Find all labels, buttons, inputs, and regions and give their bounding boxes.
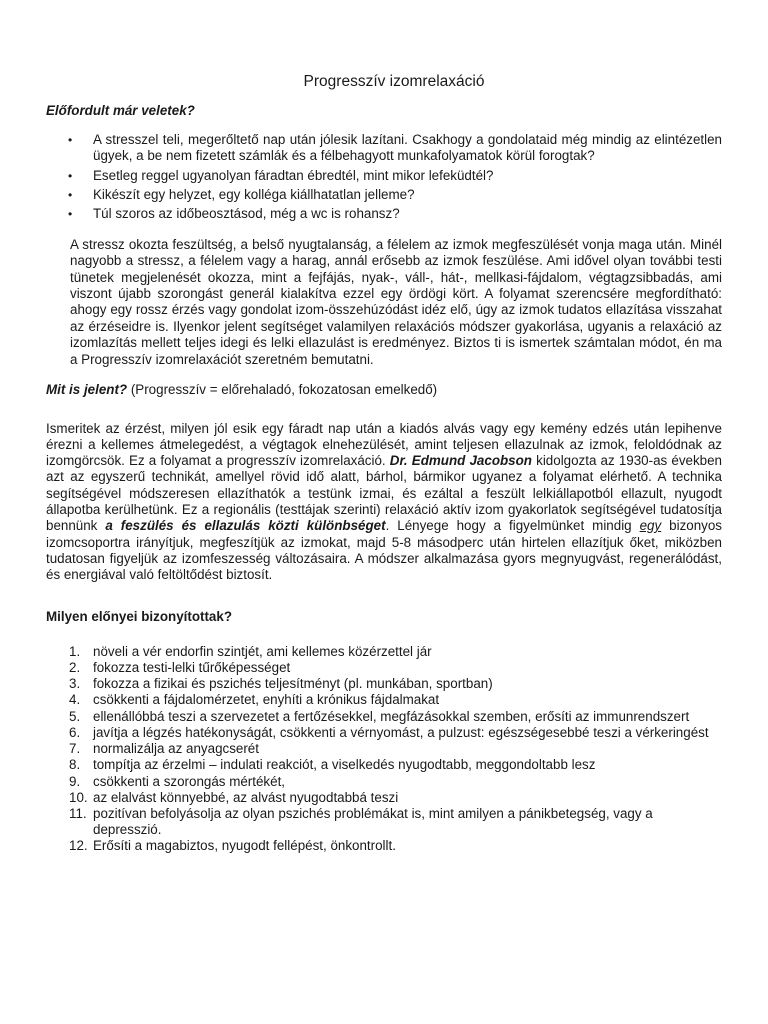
bullet-icon: • (68, 188, 73, 203)
list-number: 1. (69, 643, 81, 659)
list-text: javítja a légzés hatékonyságát, csökkenti a vérnyomást, a pulzust: egészségesebbé teszi a vérkeringést (93, 724, 709, 740)
list-text: pozitívan befolyásolja az olyan pszichés problémákat is, mint amilyen a pánikbetegség, vagy a depresszió. (93, 805, 653, 838)
list-number: 10. (69, 789, 88, 805)
list-number: 8. (69, 757, 81, 773)
list-number: 7. (69, 741, 81, 757)
underlined-text: egy (639, 518, 662, 534)
list-number: 2. (69, 660, 81, 676)
list-item (46, 838, 722, 854)
main-text-3: . Lényege hogy a figyelmünket mindig (385, 518, 640, 534)
advantages-heading: Milyen előnyei bizonyítottak? (46, 609, 233, 625)
intro-paragraph: A stressz okozta feszültség, a belső nyugtalanság, a félelem az izmok megfeszülését vonja maga után. Minél nagyobb a stressz, a félelem vagy a harag, annál erősebb az izmok feszülése. Ami idővel olyan további testi tünetek megjelenését okozza, mint a fejfájás, nyak-, váll-, hát-, mellkasi-fájdalom, végtagzsibbadás, ami viszont újabb szorongást generál kialakítva ezzel egy ördögi kört. A folyamat szerencsére megfordítható: ahogy egy rossz érzés vagy gondolat izom-összehúzódást idéz elő, úgy az izmok tudatos ellazítása visszahat az érzéseidre is. Ilyenkor jelent segítséget valamilyen relaxációs módszer gyakorlása, ugyanis a relaxáció az izomlazítás mellett teljes idegi és lelki ellazulást is eredményez. Biztos ti is ismertek számtalan módot, én ma a Progresszív izomrelaxációt szeretném bemutatni. (70, 236, 722, 367)
list-number: 11. (69, 805, 87, 821)
main-text-2: kidolgozta az 1930-as években azt az egyszerű technikát, amellyel rövid idő alatt, bárhol, bármikor ugyanez a folyamat elérhető. A technika segítségével módszeresen ellazíthatók a testünk izmai, és ezáltal a feszült lelkiállapotból ellazult, nyugodt állapotba kerülhetünk. Ez a regionális (testtájak szerinti) relaxáció aktív izom gyakorlatok segítségével tudatosítja bennünk (46, 453, 722, 534)
list-item (46, 774, 722, 790)
main-paragraph (46, 421, 722, 584)
bullet-item (46, 206, 722, 222)
list-item (46, 676, 722, 692)
list-item (46, 692, 722, 708)
list-text: fokozza testi-lelki tűrőképességet (93, 660, 291, 676)
definition-text: (Progresszív = előrehaladó, fokozatosan emelkedő) (127, 382, 438, 398)
list-text: Erősíti a magabiztos, nyugodt fellépést, önkontrollt. (93, 838, 396, 854)
list-item (46, 741, 722, 757)
list-number: 9. (69, 773, 81, 789)
definition-line (46, 382, 722, 398)
list-item (46, 644, 722, 660)
bullet-text: A stresszel teli, megerőltető nap után jólesik lazítani. Csakhogy a gondolataid még mindig az elintézetlen ügyek, a be nem fizetett számlák és a félbehagyott munkafolyamatok körül forogtak? (93, 131, 722, 164)
question-heading-1: Előfordult már veletek? (46, 103, 195, 119)
emphasis-text: a feszülés és ellazulás közti különbséget (105, 518, 386, 534)
bullet-text: Kikészít egy helyzet, egy kolléga kiállhatatlan jelleme? (93, 187, 415, 203)
list-text: az elalvást könnyebbé, az alvást nyugodtabbá teszi (93, 789, 399, 805)
advantages-list (46, 644, 722, 855)
list-item (46, 725, 722, 741)
list-item (46, 709, 722, 725)
bullet-item (46, 187, 722, 203)
document-title: Progresszív izomrelaxáció (303, 73, 485, 90)
bullet-icon: • (68, 168, 73, 183)
list-text: növeli a vér endorfin szintjét, ami kellemes közérzettel jár (93, 643, 432, 659)
main-text-1: Ismeritek az érzést, milyen jól esik egy fáradt nap után a kiadós alvás vagy egy kemény edzés után lepihenve érezni a kellemes átmelegedést, a végtagok elnehezülését, amint teljesen ellazulnak az izmok, feloldódnak az izomgörcsök. Ez a folyamat a progresszív izomrelaxáció. (46, 420, 722, 469)
list-number: 6. (69, 724, 81, 740)
bullet-item (46, 132, 722, 165)
bullet-text: Túl szoros az időbeosztásod, még a wc is rohansz? (93, 206, 400, 222)
bullet-list (46, 132, 722, 223)
list-text: ellenállóbbá teszi a szervezetet a fertőzésekkel, megfázásokkal szemben, erősíti az immunrendszert (93, 708, 690, 724)
list-item (46, 806, 722, 838)
list-number: 5. (69, 708, 81, 724)
list-text: csökkenti a szorongás mértékét, (93, 773, 286, 789)
main-text-4: bizonyos izomcsoportra irányítjuk, megfeszítjük az izmokat, majd 5-8 másodperc után hirtelen ellazítjuk őket, miközben tudatosan figyeljük az izomfeszesség változásaira. A módszer alkalmazása gyors megnyugvást, regenerálódást, és energiával való feltöltődést biztosít. (46, 518, 723, 583)
list-text: fokozza a fizikai és pszichés teljesítményt (pl. munkában, sportban) (93, 676, 493, 692)
question-heading-2: Mit is jelent? (46, 382, 128, 398)
list-text: tompítja az érzelmi – indulati reakciót, a viselkedés nyugodtabb, meggondoltabb lesz (93, 757, 596, 773)
bullet-text: Esetleg reggel ugyanolyan fáradtan ébredtél, mint mikor lefeküdtél? (93, 167, 494, 183)
author-name: Dr. Edmund Jacobson (389, 453, 532, 469)
list-number: 12. (69, 838, 88, 854)
list-item (46, 660, 722, 676)
list-number: 3. (69, 676, 81, 692)
list-text: normalizálja az anyagcserét (93, 741, 259, 757)
list-item (46, 790, 722, 806)
bullet-icon: • (68, 132, 73, 147)
list-number: 4. (69, 692, 81, 708)
bullet-item (46, 168, 722, 184)
list-text: csökkenti a fájdalomérzetet, enyhíti a krónikus fájdalmakat (93, 692, 440, 708)
document-page (46, 74, 722, 855)
bullet-icon: • (68, 207, 73, 222)
list-item (46, 757, 722, 773)
